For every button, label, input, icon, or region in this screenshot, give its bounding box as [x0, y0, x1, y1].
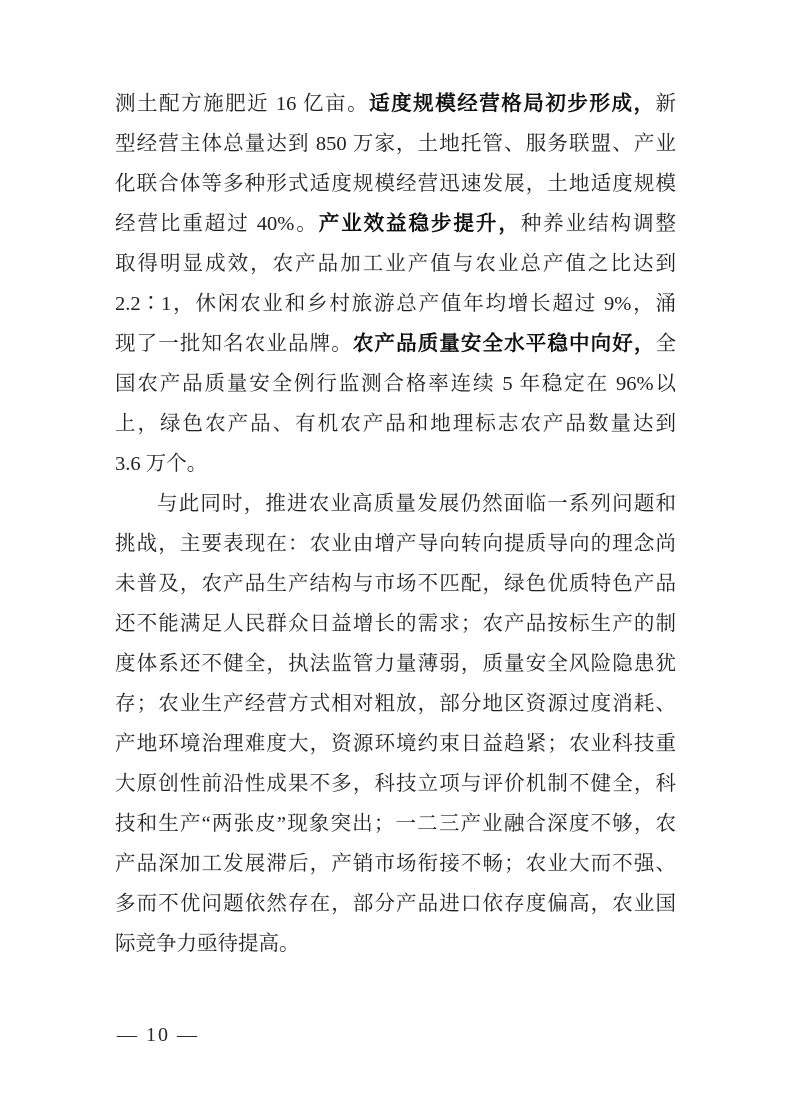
body-text: 存；农业生产经营方式相对粗放，部分地区资源过度消耗、 [115, 693, 676, 715]
text-line [115, 404, 676, 444]
body-text: 技和生产“两张皮”现象突出；一二三产业融合深度不够，农 [115, 813, 676, 835]
body-text: 多而不优问题依然存在，部分产品进口依存度偏高，农业国 [115, 893, 676, 915]
body-text: 与此同时，推进农业高质量发展仍然面临一系列问题和 [157, 493, 676, 515]
text-line [115, 444, 676, 484]
text-line [115, 124, 676, 164]
page-number: — 10 — [117, 1024, 199, 1046]
text-line [115, 284, 676, 324]
body-text: 现了一批知名农业品牌。 [115, 333, 353, 355]
body-text: 取得明显成效，农产品加工业产值与农业总产值之比达到 [115, 253, 676, 275]
body-text: 国农产品质量安全例行监测合格率连续 5 年稳定在 96%以 [115, 373, 676, 395]
text-line [115, 644, 676, 684]
body-text: 种养业结构调整 [520, 213, 677, 235]
body-text-block [115, 84, 676, 964]
text-line [115, 564, 676, 604]
bold-emphasis-text: 适度规模经营格局初步形成， [369, 93, 656, 115]
body-text: 经营比重超过 40%。 [115, 213, 319, 235]
text-line [115, 164, 676, 204]
text-line [115, 84, 676, 124]
text-line [115, 764, 676, 804]
body-text: 挑战，主要表现在：农业由增产导向转向提质导向的理念尚 [115, 533, 676, 555]
text-line [115, 244, 676, 284]
body-text: 2.2∶1，休闲农业和乡村旅游总产值年均增长超过 9%，涌 [115, 293, 676, 315]
body-text: 产地环境治理难度大，资源环境约束日益趋紧；农业科技重 [115, 733, 676, 755]
text-line [115, 484, 676, 524]
bold-emphasis-text: 农产品质量安全水平稳中向好， [352, 333, 656, 355]
text-line [115, 804, 676, 844]
text-line [115, 724, 676, 764]
text-line [115, 524, 676, 564]
body-text: 型经营主体总量达到 850 万家，土地托管、服务联盟、产业 [115, 133, 676, 155]
body-text: 3.6 万个。 [115, 453, 208, 475]
text-line [115, 684, 676, 724]
body-text: 化联合体等多种形式适度规模经营迅速发展，土地适度规模 [115, 173, 676, 195]
body-text: 产品深加工发展滞后，产销市场衔接不畅；农业大而不强、 [115, 853, 676, 875]
body-text: 上，绿色农产品、有机农产品和地理标志农产品数量达到 [115, 413, 676, 435]
bold-emphasis-text: 产业效益稳步提升， [318, 213, 521, 235]
body-text: 测土配方施肥近 16 亿亩。 [115, 93, 370, 115]
body-text: 大原创性前沿性成果不多，科技立项与评价机制不健全，科 [115, 773, 676, 795]
body-text: 度体系还不健全，执法监管力量薄弱，质量安全风险隐患犹 [115, 653, 676, 675]
body-text: 还不能满足人民群众日益增长的需求；农产品按标生产的制 [115, 613, 676, 635]
text-line [115, 204, 676, 244]
body-text: 际竞争力亟待提高。 [115, 933, 300, 955]
body-text: 新 [655, 93, 676, 115]
body-text: 未普及，农产品生产结构与市场不匹配，绿色优质特色产品 [115, 573, 676, 595]
text-line [115, 924, 676, 964]
body-text: 全 [655, 333, 677, 355]
text-line [115, 364, 676, 404]
text-line [115, 844, 676, 884]
text-line [115, 324, 676, 364]
text-line [115, 604, 676, 644]
text-line [115, 884, 676, 924]
